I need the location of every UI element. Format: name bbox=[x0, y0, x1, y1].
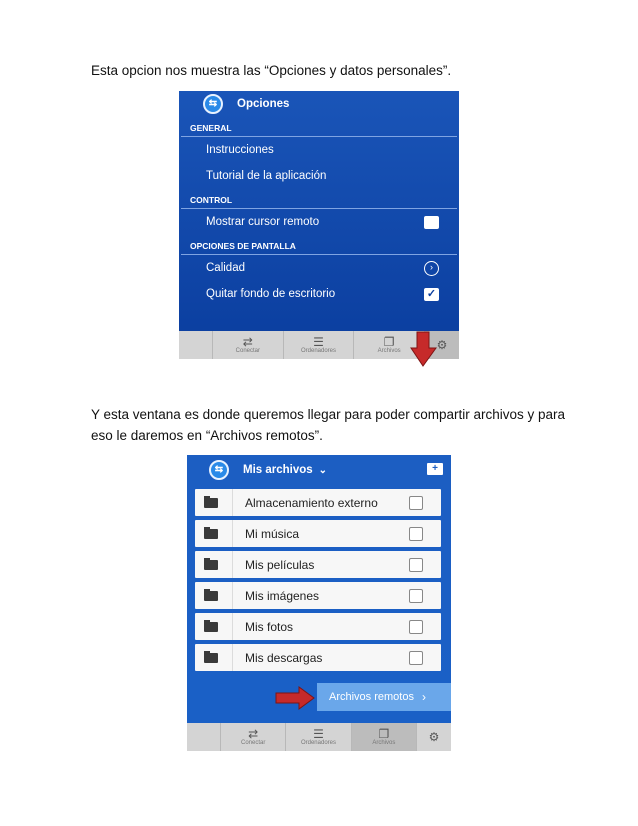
files-title[interactable]: Mis archivos bbox=[243, 464, 313, 476]
row-divider bbox=[232, 489, 233, 516]
options-screenshot bbox=[179, 91, 459, 359]
tab-label: Archivos bbox=[372, 740, 396, 746]
tab-label: Conectar bbox=[235, 348, 261, 354]
paragraph-options: Esta opcion nos muestra las “Opciones y datos personales”. bbox=[91, 63, 452, 78]
folder-row[interactable] bbox=[195, 582, 441, 609]
tab-blank bbox=[187, 723, 221, 751]
chevron-down-icon[interactable]: ⌄ bbox=[318, 464, 328, 476]
tab-label: Conectar bbox=[240, 740, 266, 746]
menu-item-tutorial[interactable] bbox=[179, 163, 459, 189]
remote-files-button[interactable] bbox=[317, 683, 451, 711]
folder-label: Mis descargas bbox=[245, 650, 323, 665]
menu-item-label: Tutorial de la aplicación bbox=[206, 170, 327, 182]
gear-icon: ⚙ bbox=[436, 338, 448, 352]
paragraph-files: Y esta ventana es donde queremos llegar para poder compartir archivos y para eso le daremos en “Archivos remotos”. bbox=[91, 407, 566, 443]
options-title: Opciones bbox=[237, 98, 290, 110]
files-header bbox=[187, 455, 451, 485]
folder-icon bbox=[204, 498, 218, 508]
row-divider bbox=[232, 613, 233, 640]
contacts-icon: ☰ bbox=[313, 727, 324, 741]
chevron-right-icon: › bbox=[421, 690, 426, 704]
folder-checkbox[interactable] bbox=[409, 527, 423, 541]
folder-row[interactable] bbox=[195, 489, 441, 516]
menu-item-quitar-fondo[interactable] bbox=[179, 281, 459, 307]
tab-conectar[interactable] bbox=[213, 331, 284, 359]
menu-item-instrucciones[interactable] bbox=[179, 137, 459, 163]
tab-label: Archivos bbox=[377, 348, 401, 354]
contacts-icon: ☰ bbox=[313, 335, 324, 349]
section-header-pantalla: OPCIONES DE PANTALLA bbox=[181, 235, 457, 255]
menu-item-calidad[interactable] bbox=[179, 255, 459, 281]
section-header-control: CONTROL bbox=[181, 189, 457, 209]
tab-label: Ordenadores bbox=[300, 348, 337, 354]
folder-checkbox[interactable] bbox=[409, 651, 423, 665]
tab-blank bbox=[179, 331, 213, 359]
row-divider bbox=[232, 582, 233, 609]
folder-row[interactable] bbox=[195, 613, 441, 640]
teamviewer-logo-icon: ⇆ bbox=[203, 94, 223, 114]
section-header-general: GENERAL bbox=[181, 117, 457, 137]
folder-label: Mis fotos bbox=[245, 619, 294, 634]
folder-checkbox[interactable] bbox=[409, 620, 423, 634]
red-arrow-right-icon bbox=[275, 686, 315, 710]
tab-ordenadores[interactable] bbox=[286, 723, 351, 751]
files-screenshot bbox=[187, 455, 451, 751]
folder-row[interactable] bbox=[195, 520, 441, 547]
files-icon: ❐ bbox=[383, 335, 395, 349]
remote-files-label: Archivos remotos bbox=[329, 691, 414, 703]
menu-item-mostrar-cursor[interactable] bbox=[179, 209, 459, 235]
row-divider bbox=[232, 644, 233, 671]
folder-label: Almacenamiento externo bbox=[245, 495, 378, 510]
gear-icon: ⚙ bbox=[428, 730, 440, 744]
folder-checkbox[interactable] bbox=[409, 496, 423, 510]
menu-item-label: Calidad bbox=[206, 262, 245, 274]
folder-icon bbox=[204, 622, 218, 632]
menu-item-label: Mostrar cursor remoto bbox=[206, 216, 320, 228]
tab-conectar[interactable] bbox=[221, 723, 286, 751]
bottom-tab-bar bbox=[187, 723, 451, 751]
tab-label: Ordenadores bbox=[300, 740, 336, 746]
row-divider bbox=[232, 551, 233, 578]
folder-label: Mi música bbox=[245, 526, 300, 541]
row-divider bbox=[232, 520, 233, 547]
folder-checkbox[interactable] bbox=[409, 558, 423, 572]
folder-label: Mis películas bbox=[245, 557, 315, 572]
teamviewer-logo-icon: ⇆ bbox=[209, 460, 229, 480]
folder-icon bbox=[204, 560, 218, 570]
folder-icon bbox=[204, 591, 218, 601]
fondo-checkbox[interactable]: ✓ bbox=[424, 288, 439, 301]
files-icon: ❐ bbox=[378, 727, 390, 741]
folder-icon bbox=[204, 529, 218, 539]
red-arrow-down-icon bbox=[410, 331, 438, 367]
menu-item-label: Instrucciones bbox=[206, 144, 274, 156]
tab-ordenadores[interactable] bbox=[284, 331, 355, 359]
menu-item-label: Quitar fondo de escritorio bbox=[206, 288, 336, 300]
folder-row[interactable] bbox=[195, 551, 441, 578]
tab-archivos[interactable] bbox=[352, 723, 417, 751]
folder-icon bbox=[204, 653, 218, 663]
cursor-checkbox[interactable] bbox=[424, 216, 439, 229]
options-header bbox=[179, 91, 459, 117]
add-folder-icon[interactable]: + bbox=[427, 463, 443, 475]
folder-row[interactable] bbox=[195, 644, 441, 671]
folder-list bbox=[195, 489, 441, 675]
swap-arrows-icon: ⇄ bbox=[242, 335, 253, 349]
folder-checkbox[interactable] bbox=[409, 589, 423, 603]
folder-label: Mis imágenes bbox=[245, 588, 320, 603]
tab-settings[interactable] bbox=[417, 723, 451, 751]
chevron-circle-icon[interactable]: › bbox=[424, 261, 439, 276]
swap-arrows-icon: ⇄ bbox=[248, 727, 259, 741]
